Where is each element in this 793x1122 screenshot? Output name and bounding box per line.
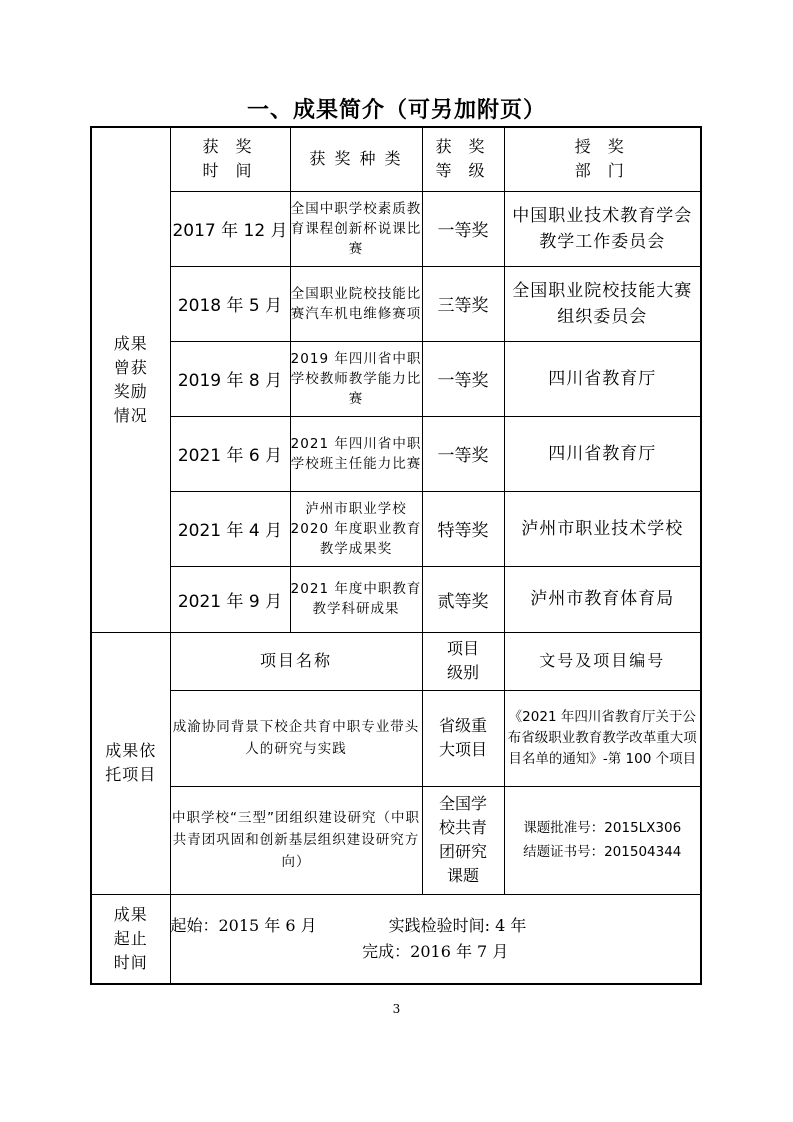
header-award-dept: 授 奖 部 门 bbox=[504, 127, 701, 191]
award-dept: 全国职业院校技能大赛组织委员会 bbox=[504, 266, 701, 341]
award-type: 全国职业院校技能比赛汽车机电维修赛项 bbox=[290, 266, 422, 341]
award-level: 一等奖 bbox=[422, 341, 504, 416]
award-dept: 四川省教育厅 bbox=[504, 341, 701, 416]
header-award-time: 获 奖 时 间 bbox=[170, 127, 290, 191]
award-level: 一等奖 bbox=[422, 191, 504, 266]
project-name: 中职学校“三型”团组织建设研究（中职共青团巩固和创新基层组织建设研究方向） bbox=[170, 786, 422, 894]
award-type: 2021 年四川省中职学校班主任能力比赛 bbox=[290, 416, 422, 491]
award-type: 2019 年四川省中职学校教师教学能力比赛 bbox=[290, 341, 422, 416]
achievement-form-table bbox=[90, 126, 702, 985]
project-row bbox=[91, 690, 701, 786]
project-docno: 课题批准号：2015LX306 结题证书号：201504344 bbox=[504, 786, 701, 894]
award-dept: 中国职业技术教育学会教学工作委员会 bbox=[504, 191, 701, 266]
page-title: 一、成果简介（可另加附页） bbox=[246, 98, 546, 123]
header-award-type: 获 奖 种 类 bbox=[290, 127, 422, 191]
award-time: 2018 年 5 月 bbox=[170, 266, 290, 341]
award-dept: 泸州市教育体育局 bbox=[504, 566, 701, 632]
awards-header-row bbox=[91, 127, 701, 191]
period-row bbox=[91, 894, 701, 984]
project-level: 全国学 校共青 团研究 课题 bbox=[422, 786, 504, 894]
award-level: 三等奖 bbox=[422, 266, 504, 341]
award-dept: 四川省教育厅 bbox=[504, 416, 701, 491]
header-award-level: 获 奖 等 级 bbox=[422, 127, 504, 191]
award-type: 泸州市职业学校 2020 年度职业教育教学成果奖 bbox=[290, 491, 422, 566]
award-row bbox=[91, 566, 701, 632]
award-time: 2021 年 4 月 bbox=[170, 491, 290, 566]
awards-section-label: 成果 曾获 奖励 情况 bbox=[91, 127, 170, 632]
period-section-label: 成果 起止 时间 bbox=[91, 894, 170, 984]
period-end: 完成：2016 年 7 月 bbox=[362, 941, 509, 961]
period-practice: 实践检验时间: 4 年 bbox=[388, 915, 527, 935]
award-row bbox=[91, 341, 701, 416]
project-level: 省级重 大项目 bbox=[422, 690, 504, 786]
project-row bbox=[91, 786, 701, 894]
award-level: 一等奖 bbox=[422, 416, 504, 491]
award-type: 2021 年度中职教育教学科研成果 bbox=[290, 566, 422, 632]
award-level: 特等奖 bbox=[422, 491, 504, 566]
award-time: 2021 年 6 月 bbox=[170, 416, 290, 491]
projects-section-label: 成果依 托项目 bbox=[91, 632, 170, 894]
project-name: 成渝协同背景下校企共育中职专业带头人的研究与实践 bbox=[170, 690, 422, 786]
header-project-docno: 文号及项目编号 bbox=[504, 632, 701, 690]
award-time: 2021 年 9 月 bbox=[170, 566, 290, 632]
award-time: 2017 年 12 月 bbox=[170, 191, 290, 266]
period-start: 起始：2015 年 6 月 bbox=[170, 915, 317, 935]
award-level: 贰等奖 bbox=[422, 566, 504, 632]
header-project-name: 项目名称 bbox=[170, 632, 422, 690]
header-project-level: 项目 级别 bbox=[422, 632, 504, 690]
award-time: 2019 年 8 月 bbox=[170, 341, 290, 416]
page-number: 3 bbox=[392, 1002, 401, 1016]
project-docno: 《2021 年四川省教育厅关于公布省级职业教育教学改革重大项目名单的通知》-第 100 个项目 bbox=[504, 690, 701, 786]
projects-header-row bbox=[91, 632, 701, 690]
award-row bbox=[91, 416, 701, 491]
award-row bbox=[91, 491, 701, 566]
award-row bbox=[91, 266, 701, 341]
award-dept: 泸州市职业技术学校 bbox=[504, 491, 701, 566]
award-row bbox=[91, 191, 701, 266]
award-type: 全国中职学校素质教育课程创新杯说课比赛 bbox=[290, 191, 422, 266]
period-content bbox=[170, 894, 701, 984]
